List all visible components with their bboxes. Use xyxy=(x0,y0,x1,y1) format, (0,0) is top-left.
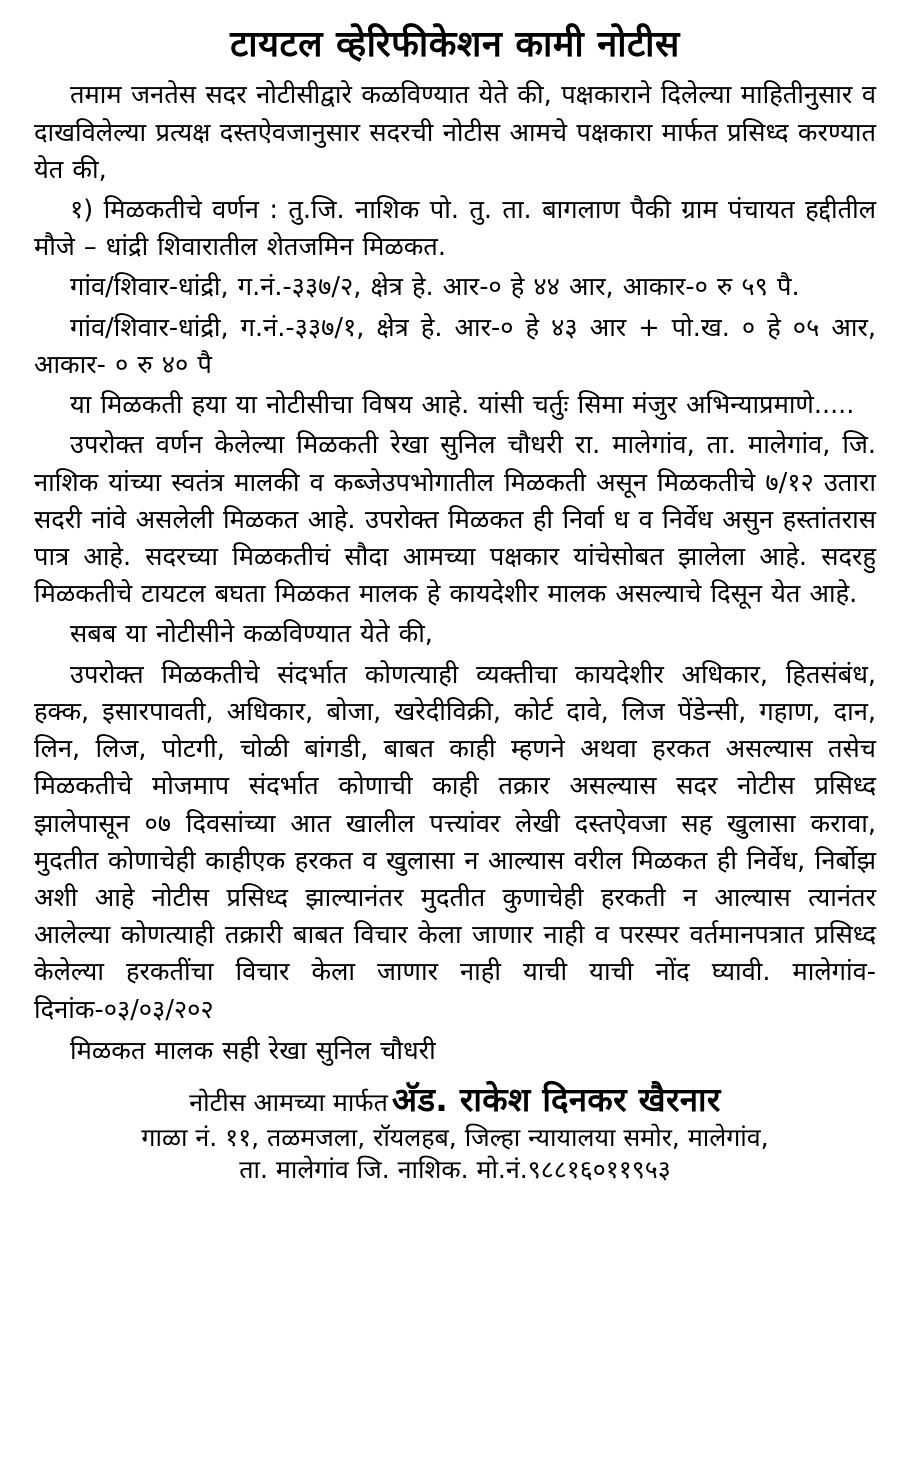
advocate-prefix-label: नोटीस आमच्या मार्फत xyxy=(189,1088,388,1118)
page-title: टायटल व्हेरिफीकेशन कामी नोटीस xyxy=(230,24,680,65)
paragraph-ownership-details: उपरोक्त वर्णन केलेल्या मिळकती रेखा सुनिल चौधरी रा. मालेगांव, ता. मालेगांव, जि. नाशिक यांच्या स्वतंत्र मालकी व कब्जेउपभोगातील मिळकती असून मिळकतीचे ७/१२ उतारा सदरी नांवे असलेली मिळकत आहे. उपरोक्त मिळकत ही निर्वा ध व निर्वेध असुन हस्तांतरास पात्र आहे. सदरच्या मिळकतीचं सौदा आमच्या पक्षकार यांचेसोबत झालेला आहे. सदरहु मिळकतीचे टायटल बघता मिळकत मालक हे कायदेशीर मालक असल्याचे दिसून येत आहे. xyxy=(34,430,876,610)
paragraph-notice-statement: सबब या नोटीसीने कळविण्यात येते की, xyxy=(70,619,433,650)
advocate-name: अ‍ॅड. राकेश दिनकर खैरनार xyxy=(391,1080,721,1120)
paragraph-subject-boundaries: या मिळकती हया या नोटीसीचा विषय आहे. यांसी चर्तुः सिमा मंजुर अभिन्याप्रमाणे..... xyxy=(70,390,855,421)
address-line-2: ता. मालेगांव जि. नाशिक. मो.नं.९८८१६०११९५३ xyxy=(239,1155,671,1185)
paragraph-survey-337-1: गांव/शिवार-धांद्री, ग.नं.-३३७/१, क्षेत्र हे. आर-० हे ४३ आर + पो.ख. ० हे ०५ आर, आकार- ० रु ४० पै xyxy=(34,312,876,380)
paragraph-objections-clause: उपरोक्त मिळकतीचे संदर्भात कोणत्याही व्यक्तीचा कायदेशीर अधिकार, हितसंबंध, हक्क, इसारपावती, अधिकार, बोजा, खरेदीविक्री, कोर्ट दावे, लिज पेंडेन्सी, गहाण, दान, लिन, लिज, पोटगी, चोळी बांगडी, बाबत काही म्हणने अथवा हरकत असल्यास तसेच मिळकतीचे मोजमाप संदर्भात कोणाची काही तक्रार असल्यास सदर नोटीस प्रसिध्द झालेपासून ०७ दिवसांच्या आत खालील पत्त्यांवर लेखी दस्तऐवजा सह खुलासा करावा, मुदतीत कोणाचेही काहीएक हरकत व खुलासा न आल्यास वरील मिळकत ही निर्वेध, निर्बोझ अशी आहे नोटीस प्रसिध्द झाल्यानंतर मुदतीत कुणाचेही हरकती न आल्यास त्यानंतर आलेल्या कोणत्याही तक्रारी बाबत विचार केला जाणार नाही व परस्पर वर्तमानपत्रात प्रसिध्द केलेल्या हरकतींचा विचार केला जाणार नाही याची याची नोंद घ्यावी. मालेगांव-दिनांक-०३/०३/२०२ xyxy=(34,659,876,1025)
paragraph-property-description: १) मिळकतीचे वर्णन : तु.जि. नाशिक पो. तु. ता. बागलाण पैकी ग्राम पंचायत हद्दीतील मौजे – धांद्री शिवारातील शेतजमिन मिळकत. xyxy=(34,195,876,263)
paragraph-survey-337-2: गांव/शिवार-धांद्री, ग.नं.-३३७/२, क्षेत्र हे. आर-० हे ४४ आर, आकार-० रु ५९ पै. xyxy=(70,272,800,303)
advocate-line xyxy=(34,1080,876,1120)
paragraph-intro: तमाम जनतेस सदर नोटीसीद्वारे कळविण्यात येते की, पक्षकाराने दिलेल्या माहितीनुसार व दाखविलेल्या प्रत्यक्ष दस्तऐवजानुसार सदरची नोटीस आमचे पक्षकारा मार्फत प्रसिध्द करण्यात येत की, xyxy=(34,80,876,185)
owner-signature-line: मिळकत मालक सही रेखा सुनिल चौधरी xyxy=(70,1035,436,1066)
notice-body xyxy=(34,77,876,1070)
address-line-1: गाळा नं. ११, तळमजला, रॉयलहब, जिल्हा न्यायालया समोर, मालेगांव, xyxy=(141,1122,769,1152)
